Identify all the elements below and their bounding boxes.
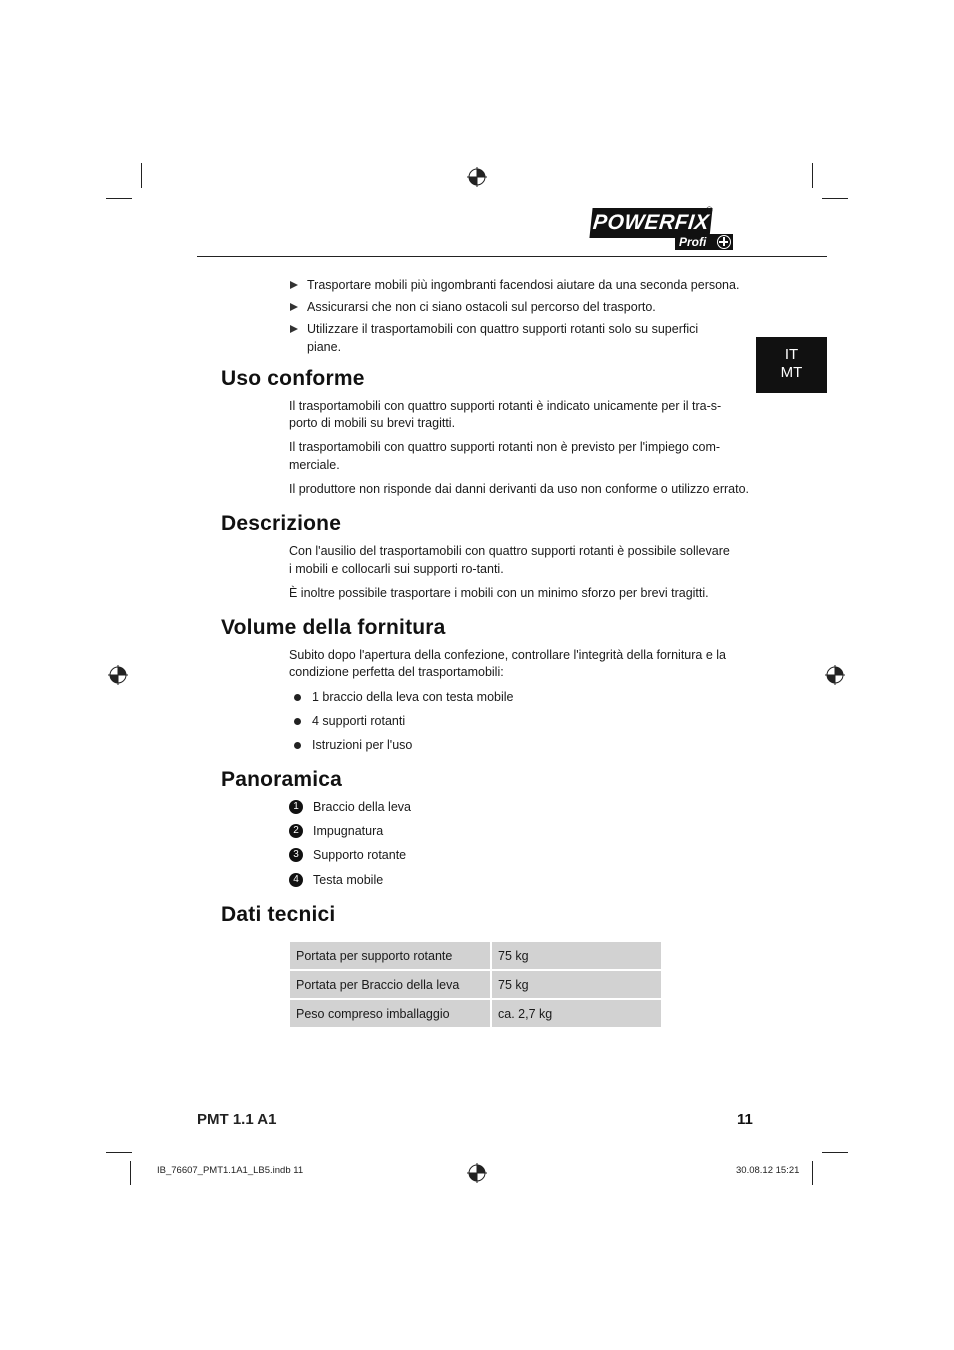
registration-mark-icon	[108, 665, 128, 685]
list-item: Testa mobile	[313, 873, 384, 887]
table-cell-value: 75 kg	[492, 942, 661, 971]
spec-table	[290, 942, 661, 1027]
language-code-it: IT	[784, 346, 799, 363]
bullet-dot-icon	[294, 694, 301, 701]
arrow-bullet-icon	[290, 303, 298, 311]
paragraph-line: merciale.	[289, 458, 340, 472]
registered-mark: ®	[706, 205, 713, 215]
paragraph-line: i mobili e collocarli sui supporti ro-tanti.	[289, 562, 504, 576]
print-slug-file: IB_76607_PMT1.1A1_LB5.indb 11	[157, 1165, 304, 1176]
paragraph-line: Subito dopo l'apertura della confezione, controllare l'integrità della fornitura e la	[289, 648, 726, 662]
section-title-volume: Volume della fornitura	[221, 616, 446, 639]
crop-mark	[812, 1161, 813, 1185]
intro-bullet: Trasportare mobili più ingombranti facendosi aiutare da una seconda persona.	[307, 278, 740, 292]
crop-mark	[822, 198, 848, 199]
header-divider	[197, 256, 827, 257]
table-cell-value: ca. 2,7 kg	[492, 1000, 661, 1027]
table-cell-value: 75 kg	[492, 971, 661, 1000]
list-item: 1 braccio della leva con testa mobile	[312, 690, 514, 704]
crop-mark	[130, 1161, 131, 1185]
intro-bullet: Utilizzare il trasportamobili con quattro supporti rotanti solo su superfici	[307, 322, 699, 336]
brand-logo	[591, 205, 733, 252]
table-cell-label: Peso compreso imballaggio	[290, 1000, 492, 1027]
brand-logo-main: POWERFIX	[589, 208, 712, 238]
crop-mark	[106, 198, 132, 199]
registration-mark-icon	[467, 1163, 487, 1183]
crop-mark	[822, 1152, 848, 1153]
print-slug-date: 30.08.12 15:21	[736, 1165, 800, 1176]
footer-model-number: PMT 1.1 A1	[197, 1111, 277, 1128]
intro-bullet: Assicurarsi che non ci siano ostacoli sul percorso del trasporto.	[307, 300, 656, 314]
bullet-dot-icon	[294, 742, 301, 749]
table-row	[290, 971, 661, 1000]
list-item: Istruzioni per l'uso	[312, 738, 413, 752]
brand-logo-sub-text: Profi	[679, 235, 707, 249]
table-row	[290, 1000, 661, 1027]
arrow-bullet-icon	[290, 325, 298, 333]
crop-mark	[141, 163, 142, 188]
number-badge: 2	[289, 824, 303, 838]
list-item: Supporto rotante	[313, 848, 407, 862]
page-number: 11	[737, 1111, 753, 1128]
paragraph-line: Il trasportamobili con quattro supporti rotanti non è previsto per l'impiego com-	[289, 440, 721, 454]
plus-circle-icon	[717, 235, 731, 249]
crop-mark	[106, 1152, 132, 1153]
paragraph-line: Con l'ausilio del trasportamobili con quattro supporti rotanti è possibile sollevare	[289, 544, 730, 558]
table-cell-label: Portata per Braccio della leva	[290, 971, 492, 1000]
number-badge: 3	[289, 848, 303, 862]
section-title-descrizione: Descrizione	[221, 512, 342, 535]
list-item: Impugnatura	[313, 824, 384, 838]
table-row	[290, 942, 661, 971]
registration-mark-icon	[825, 665, 845, 685]
section-title-panoramica: Panoramica	[221, 768, 343, 791]
language-code-mt: MT	[780, 364, 803, 381]
intro-bullet-continuation: piane.	[307, 340, 342, 354]
paragraph-line: Il produttore non risponde dai danni derivanti da uso non conforme o utilizzo errato.	[289, 482, 750, 496]
registration-mark-icon	[467, 167, 487, 187]
bullet-dot-icon	[294, 718, 301, 725]
number-badge: 1	[289, 800, 303, 814]
crop-mark	[812, 163, 813, 188]
language-tab	[756, 337, 827, 393]
arrow-bullet-icon	[290, 281, 298, 289]
brand-logo-sub	[675, 234, 733, 250]
paragraph-line: È inoltre possibile trasportare i mobili con un minimo sforzo per brevi tragitti.	[289, 586, 709, 600]
paragraph-line: Il trasportamobili con quattro supporti rotanti è indicato unicamente per il tra-s-	[289, 399, 722, 413]
list-item: Braccio della leva	[313, 800, 411, 814]
list-item: 4 supporti rotanti	[312, 714, 406, 728]
table-cell-label: Portata per supporto rotante	[290, 942, 492, 971]
paragraph-line: porto di mobili su brevi tragitti.	[289, 416, 456, 430]
paragraph-line: condizione perfetta del trasportamobili:	[289, 665, 504, 679]
number-badge: 4	[289, 873, 303, 887]
section-title-dati-tecnici: Dati tecnici	[221, 903, 336, 926]
section-title-uso-conforme: Uso conforme	[221, 367, 365, 390]
